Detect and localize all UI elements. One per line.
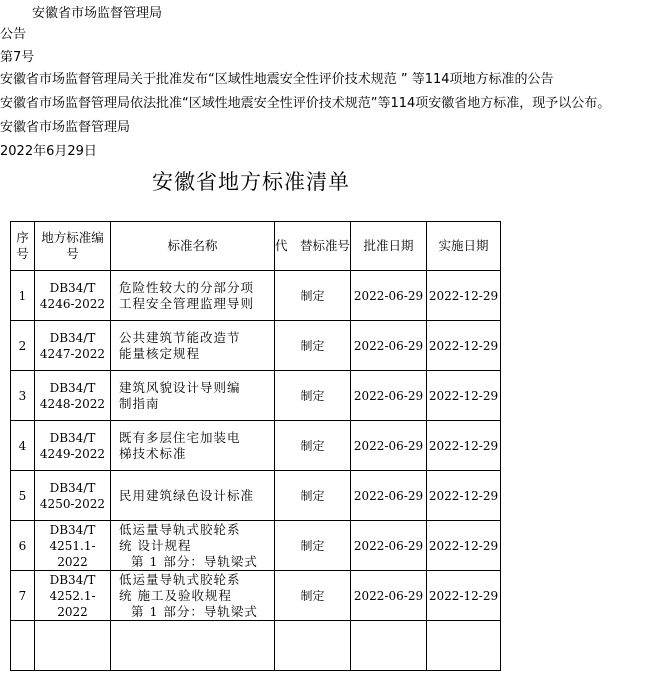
cell-effective-date: 2022-12-29 [427, 471, 501, 521]
cell-seq: 5 [11, 471, 35, 521]
cell-code: DB34/T 4249-2022 [35, 421, 111, 471]
notice-type: 公告 [0, 27, 27, 42]
header-seq: 序号 [11, 222, 35, 271]
table-row [11, 521, 501, 571]
cell-name: 公共建筑节能改造节 能量核定规程 [111, 321, 275, 371]
header-name: 标准名称 [111, 222, 275, 271]
cell-approve-date: 2022-06-29 [351, 471, 427, 521]
table-row [11, 321, 501, 371]
notice-headline: 安徽省市场监督管理局关于批准发布“区域性地震安全性评价技术规范 ” 等114项地方标准的公告 [0, 72, 554, 87]
cell-seq: 4 [11, 421, 35, 471]
cell-approve-date: 2022-06-29 [351, 371, 427, 421]
cell-name: 低运量导轨式胶轮系 统 设计规程 第 1 部分：导轨梁式 [111, 521, 275, 571]
cell-seq: 3 [11, 371, 35, 421]
table-title: 安徽省地方标准清单 [152, 170, 350, 194]
cell-replaces: 制定 [275, 571, 351, 621]
header-effective-date: 实施日期 [427, 222, 501, 271]
cell-name: 建筑风貌设计导则编 制指南 [111, 371, 275, 421]
table-row [11, 271, 501, 321]
cell-seq: 7 [11, 571, 35, 621]
cell-empty [351, 621, 427, 671]
table-row [11, 371, 501, 421]
cell-name: 危险性较大的分部分项 工程安全管理监理导则 [111, 271, 275, 321]
cell-code: DB34/T 4246-2022 [35, 271, 111, 321]
cell-empty [111, 621, 275, 671]
table-row [11, 571, 501, 621]
cell-approve-date: 2022-06-29 [351, 521, 427, 571]
notice-date: 2022年6月29日 [0, 144, 97, 159]
cell-code: DB34/T 4248-2022 [35, 371, 111, 421]
cell-name: 民用建筑绿色设计标准 [111, 471, 275, 521]
cell-effective-date: 2022-12-29 [427, 571, 501, 621]
notice-number: 第7号 [0, 50, 35, 65]
cell-empty [35, 621, 111, 671]
cell-effective-date: 2022-12-29 [427, 421, 501, 471]
cell-empty [11, 621, 35, 671]
cell-replaces: 制定 [275, 371, 351, 421]
cell-name: 低运量导轨式胶轮系 统 施工及验收规程 第 1 部分：导轨梁式 [111, 571, 275, 621]
cell-approve-date: 2022-06-29 [351, 321, 427, 371]
table-row [11, 421, 501, 471]
standards-table [10, 221, 501, 671]
header-approve-date: 批准日期 [351, 222, 427, 271]
cell-seq: 1 [11, 271, 35, 321]
cell-approve-date: 2022-06-29 [351, 571, 427, 621]
notice-signature: 安徽省市场监督管理局 [0, 120, 131, 135]
table-header-row [11, 222, 501, 271]
table-row-empty [11, 621, 501, 671]
cell-effective-date: 2022-12-29 [427, 371, 501, 421]
notice-body: 安徽省市场监督管理局依法批准“区域性地震安全性评价技术规范”等114项安徽省地方标准，现予以公布。 [0, 96, 611, 111]
header-code: 地方标准编 号 [35, 222, 111, 271]
cell-seq: 2 [11, 321, 35, 371]
cell-approve-date: 2022-06-29 [351, 271, 427, 321]
cell-replaces: 制定 [275, 271, 351, 321]
cell-replaces: 制定 [275, 521, 351, 571]
table-row [11, 471, 501, 521]
cell-code: DB34/T 4247-2022 [35, 321, 111, 371]
cell-code: DB34/T 4252.1-2022 [35, 571, 111, 621]
cell-code: DB34/T 4250-2022 [35, 471, 111, 521]
cell-code: DB34/T 4251.1-2022 [35, 521, 111, 571]
cell-replaces: 制定 [275, 471, 351, 521]
cell-effective-date: 2022-12-29 [427, 271, 501, 321]
cell-empty [275, 621, 351, 671]
cell-empty [427, 621, 501, 671]
cell-effective-date: 2022-12-29 [427, 321, 501, 371]
cell-replaces: 制定 [275, 321, 351, 371]
cell-name: 既有多层住宅加装电 梯技术标准 [111, 421, 275, 471]
cell-replaces: 制定 [275, 421, 351, 471]
cell-seq: 6 [11, 521, 35, 571]
header-replaces: 代 替标准号 [275, 222, 351, 271]
cell-effective-date: 2022-12-29 [427, 521, 501, 571]
notice-header: 安徽省市场监督管理局 [32, 6, 163, 21]
cell-approve-date: 2022-06-29 [351, 421, 427, 471]
